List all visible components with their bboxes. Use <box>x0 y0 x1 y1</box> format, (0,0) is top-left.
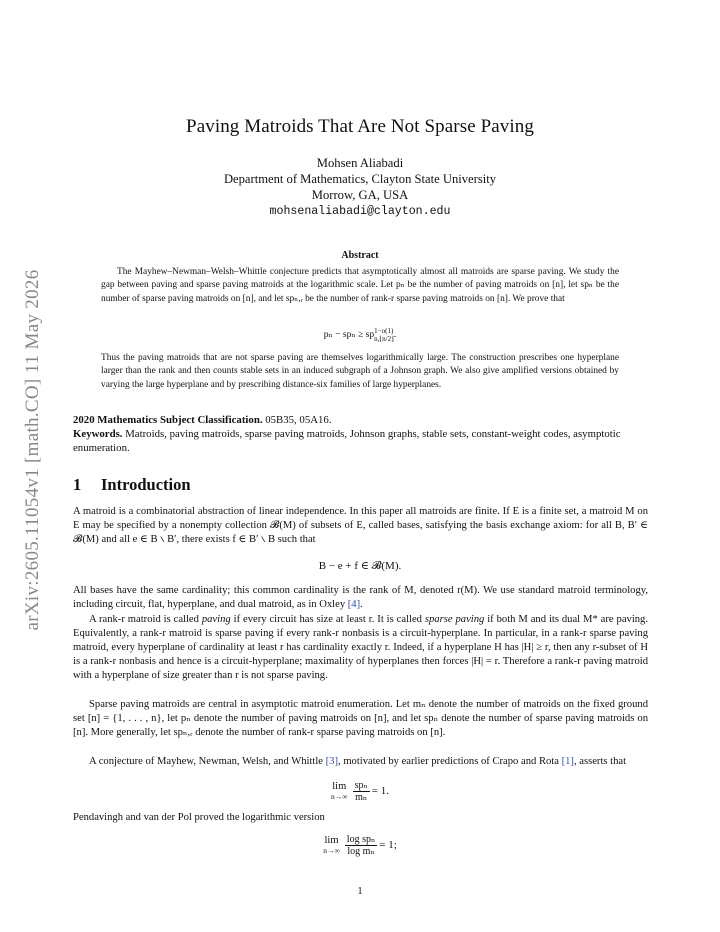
intro-paragraph-4: Sparse paving matroids are central in asymptotic matroid enumeration. Let mₙ denote the number of matroids on the fixed ground set [n] = {1, . . . , n}, let pₙ denote the number of paving matroids on [n], and let spₙ denote the number of sparse paving matroids on [n]. More generally, let spₙ,ᵣ denote the number of rank-r sparse paving matroids on [n]. <box>73 699 648 739</box>
abstract-equation-body: pₙ − spₙ ≥ sp <box>323 329 375 341</box>
author-affiliation: Department of Mathematics, Clayton State University <box>223 172 497 186</box>
p5-text-b: , motivated by earlier predictions of Crapo and Rota <box>338 756 562 767</box>
paper-title: Paving Matroids That Are Not Sparse Paving <box>186 116 534 137</box>
arxiv-identifier <box>22 240 44 660</box>
equation-rhs: = 1. <box>371 785 390 798</box>
abstract-heading: Abstract <box>341 250 379 261</box>
limit-subscript-2: n→∞ <box>323 845 340 855</box>
keywords-line <box>73 427 648 455</box>
author-email[interactable]: mohsenaliabadi@clayton.edu <box>269 205 451 218</box>
conjecture-equation <box>0 780 720 803</box>
fraction-2 <box>345 834 378 857</box>
fraction <box>353 780 370 803</box>
section-number: 1 <box>73 475 82 494</box>
abstract-paragraph-1: The Mayhew–Newman–Welsh–Whittle conjecture predicts that asymptotically almost all matroids are sparse paving. We study the gap between paving and sparse paving matroids at the logarithmic scale. Let pₙ be the number of paving matroids on [n], let spₙ be the number of sparse paving matroids on [n], and let spₙ,ᵣ be the number of rank-r sparse paving matroids on [n]. We prove that <box>101 267 619 304</box>
page-number: 1 <box>357 886 363 897</box>
limit-operator-2 <box>323 836 340 856</box>
p5-text-c: , asserts that <box>573 756 627 767</box>
log-equation <box>0 834 720 857</box>
p3-text-c: if both M and its dual M* are paving. Equivalently, a rank-r matroid is sparse paving if every rank-r nonbasis is a circuit-hyperplane. In particular, in a rank-r sparse paving matroid, every hyperplane of cardinality at least r has cardinality exactly r. Indeed, if a hyperplane H has |H| ≥ r, then any r-subset of H is a rank-r nonbasis and hence is a circuit-hyperplane; maximality of hyperplanes then forces |H| = r. Therefore a rank-r paving matroid with a hyperplane of size greater than r is not sparse paving. <box>73 614 648 682</box>
author-name: Mohsen Aliabadi <box>316 156 404 170</box>
p3-text-b: if every circuit has size at least r. It is called <box>230 614 425 625</box>
limit-word: lim <box>332 780 347 792</box>
citation-oxley[interactable]: [4] <box>347 599 361 611</box>
intro-paragraph-2-text: All bases have the same cardinality; this common cardinality is the rank of M, denoted r(M). We use standard matroid terminology, including circuit, flat, hyperplane, and dual matroid, as in Oxley <box>73 585 648 611</box>
abstract-equation-sub: n,⌊n/2⌋ <box>374 335 394 343</box>
abstract-paragraph-2: Thus the paving matroids that are not sparse paving are themselves logarithmically large. The construction prescribes one hyperplane larger than the rank and then counts stable sets in an induced subgraph of a Johnson graph. We also give amplified versions obtained by varying the large hyperplane and by prescribing distance-six families of large hyperplanes. <box>101 353 619 390</box>
section-heading <box>73 475 191 495</box>
p3-text-a: A rank-r matroid is called <box>89 614 202 625</box>
limit-word-2: lim <box>324 834 339 846</box>
keywords-label: Keywords. <box>73 428 123 440</box>
msc-label: 2020 Mathematics Subject Classification. <box>73 414 263 426</box>
fraction-numerator: spₙ <box>354 780 368 791</box>
abstract-equation-sup: 1−o(1) <box>374 327 394 335</box>
fraction-denominator-2: log mₙ <box>347 846 375 857</box>
intro-paragraph-3 <box>73 613 648 683</box>
intro-paragraph-6: Pendavingh and van der Pol proved the logarithmic version <box>73 812 325 823</box>
limit-operator <box>331 782 348 802</box>
intro-paragraph-2: All bases have the same cardinality; this common cardinality is the rank of M, denoted r(M). We use standard matroid terminology, including circuit, flat, hyperplane, and dual matroid, as in Oxley [4]. <box>73 585 648 611</box>
fraction-denominator: mₙ <box>355 792 368 803</box>
fraction-numerator-2: log spₙ <box>346 834 376 845</box>
basis-exchange-equation: B − e + f ∈ 𝓑(M). <box>318 560 402 572</box>
term-paving: paving <box>201 614 231 625</box>
msc-value: 05B35, 05A16. <box>265 414 332 426</box>
citation-crapo-rota[interactable]: [1] <box>561 756 574 767</box>
p5-text-a: A conjecture of Mayhew, Newman, Welsh, and Whittle <box>89 756 326 767</box>
section-title: Introduction <box>101 475 191 494</box>
intro-paragraph-5 <box>73 755 648 769</box>
equation-rhs-2: = 1; <box>379 839 397 852</box>
abstract-equation: pₙ − spₙ ≥ sp 1−o(1) n,⌊n/2⌋ . <box>323 327 397 343</box>
limit-subscript: n→∞ <box>330 791 348 801</box>
author-location: Morrow, GA, USA <box>311 188 409 202</box>
citation-mnww[interactable]: [3] <box>325 756 339 767</box>
term-sparse-paving: sparse paving <box>424 614 485 625</box>
msc-line <box>73 413 648 427</box>
intro-paragraph-1: A matroid is a combinatorial abstraction of linear independence. In this paper all matroids are finite. If E is a finite set, a matroid M on E may be specified by a nonempty collection 𝓑(M) of subsets of E, called bases, satisfying the basis exchange axiom: for all B, B′ ∈ 𝓑(M) and all e ∈ B ∖ B′, there exists f ∈ B′ ∖ B such that <box>73 506 648 546</box>
keywords-value: Matroids, paving matroids, sparse paving matroids, Johnson graphs, stable sets, constant-weight codes, asymptotic enumeration. <box>73 428 621 454</box>
arxiv-identifier-text: arXiv:2605.11054v1 [math.CO] 11 May 2026 <box>22 269 43 631</box>
